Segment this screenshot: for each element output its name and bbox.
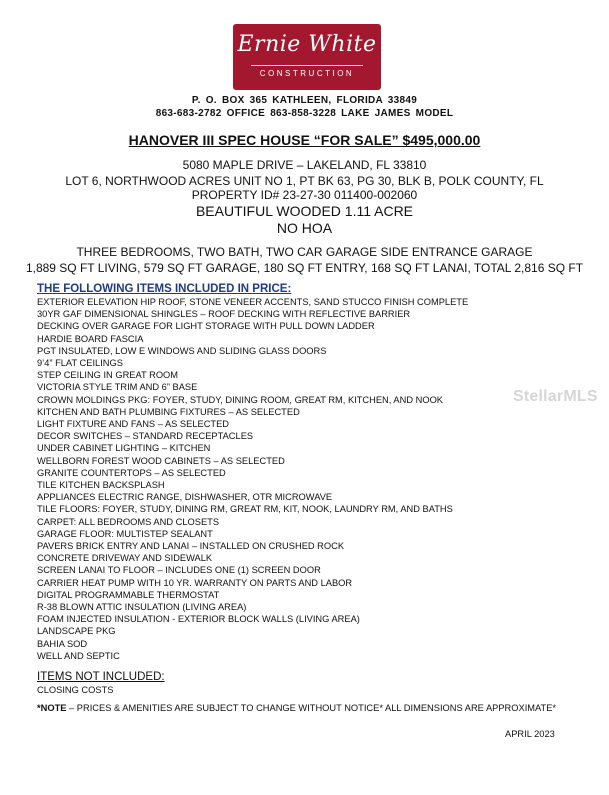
included-item: BAHIA SOD [37, 638, 88, 649]
included-item: 9’4” FLAT CEILINGS [37, 358, 123, 368]
included-item: WELL AND SEPTIC [37, 650, 120, 661]
property-lot: BEAUTIFUL WOODED 1.11 ACRE [195, 203, 414, 219]
included-item: TILE KITCHEN BACKSPLASH [37, 480, 165, 490]
included-item: CROWN MOLDINGS PKG: FOYER, STUDY, DINING ROOM, GREAT RM, KITCHEN, AND NOOK [37, 394, 444, 405]
included-item: CARPET: ALL BEDROOMS AND CLOSETS [37, 516, 220, 527]
contact-phones: 863-683-2782 OFFICE 863-858-3228 LAKE JAMES MODEL [155, 108, 454, 119]
note-text: – PRICES & AMENITIES ARE SUBJECT TO CHANGE WITHOUT NOTICE* ALL DIMENSIONS ARE APPROXIMATE* [66, 703, 557, 713]
logo-divider [251, 65, 363, 66]
property-id: PROPERTY ID# 23-27-30 011400-002060 [191, 188, 418, 202]
included-item: CARRIER HEAT PUMP WITH 10 YR. WARRANTY ON PARTS AND LABOR [37, 577, 353, 588]
included-item: SCREEN LANAI TO FLOOR – INCLUDES ONE (1) SCREEN DOOR [37, 565, 321, 576]
company-logo [233, 24, 381, 90]
not-included-item: CLOSING COSTS [37, 685, 114, 695]
included-item: GARAGE FLOOR: MULTISTEP SEALANT [37, 528, 213, 539]
included-item: R-38 BLOWN ATTIC INSULATION (LIVING AREA) [37, 602, 247, 612]
included-item: HARDIE BOARD FASCIA [37, 333, 144, 344]
property-rooms: THREE BEDROOMS, TWO BATH, TWO CAR GARAGE SIDE ENTRANCE GARAGE [76, 245, 533, 259]
included-item: PAVERS BRICK ENTRY AND LANAI – INSTALLED ON CRUSHED ROCK [37, 541, 345, 551]
included-item: GRANITE COUNTERTOPS – AS SELECTED [37, 467, 226, 478]
included-heading: THE FOLLOWING ITEMS INCLUDED IN PRICE: [37, 283, 292, 295]
included-item: STEP CEILING IN GREAT ROOM [37, 370, 179, 381]
included-item: KITCHEN AND BATH PLUMBING FIXTURES – AS SELECTED [37, 406, 300, 417]
property-hoa: NO HOA [276, 220, 333, 236]
included-item: DECOR SWITCHES – STANDARD RECEPTACLES [37, 431, 254, 442]
mls-watermark: StellarMLS [513, 388, 598, 405]
included-item: UNDER CABINET LIGHTING – KITCHEN [37, 443, 211, 454]
included-item: DECKING OVER GARAGE FOR LIGHT STORAGE WITH PULL DOWN LADDER [37, 321, 375, 332]
included-item: VICTORIA STYLE TRIM AND 6” BASE [37, 382, 198, 393]
disclaimer-note [37, 703, 556, 713]
contact-address: P. O. BOX 365 KATHLEEN, FLORIDA 33849 [191, 95, 418, 106]
included-item: EXTERIOR ELEVATION HIP ROOF, STONE VENEER ACCENTS, SAND STUCCO FINISH COMPLETE [37, 297, 469, 307]
logo-subtitle: CONSTRUCTION [259, 69, 355, 78]
not-included-heading: ITEMS NOT INCLUDED: [37, 671, 165, 683]
included-item: LIGHT FIXTURE AND FANS – AS SELECTED [37, 419, 230, 429]
included-item: 30YR GAF DIMENSIONAL SHINGLES – ROOF DECKING WITH REFLECTIVE BARRIER [37, 309, 411, 320]
included-item: PGT INSULATED, LOW E WINDOWS AND SLIDING GLASS DOORS [37, 345, 327, 356]
logo-name: Ernie White [237, 32, 377, 57]
property-sqft: 1,889 SQ FT LIVING, 579 SQ FT GARAGE, 180 SQ FT ENTRY, 168 SQ FT LANAI, TOTAL 2,816 SQ FT [25, 261, 584, 275]
document-date: APRIL 2023 [505, 729, 555, 739]
included-item: TILE FLOORS: FOYER, STUDY, DINING RM, GREAT RM, KIT, NOOK, LAUNDRY RM, AND BATHS [37, 504, 453, 515]
included-item: DIGITAL PROGRAMMABLE THERMOSTAT [37, 589, 220, 600]
included-item: WELLBORN FOREST WOOD CABINETS – AS SELECTED [37, 455, 285, 466]
included-item: APPLIANCES ELECTRIC RANGE, DISHWASHER, OTR MICROWAVE [37, 492, 333, 503]
note-label: *NOTE [37, 703, 67, 713]
listing-title: HANOVER III SPEC HOUSE “FOR SALE” $495,000.00 [128, 132, 481, 148]
included-item: LANDSCAPE PKG [37, 626, 116, 637]
included-item: FOAM INJECTED INSULATION - EXTERIOR BLOCK WALLS (LIVING AREA) [37, 614, 360, 625]
property-address: 5080 MAPLE DRIVE – LAKELAND, FL 33810 [182, 158, 427, 172]
property-legal: LOT 6, NORTHWOOD ACRES UNIT NO 1, PT BK 63, PG 30, BLK B, POLK COUNTY, FL [65, 174, 544, 188]
included-item: CONCRETE DRIVEWAY AND SIDEWALK [37, 553, 213, 564]
